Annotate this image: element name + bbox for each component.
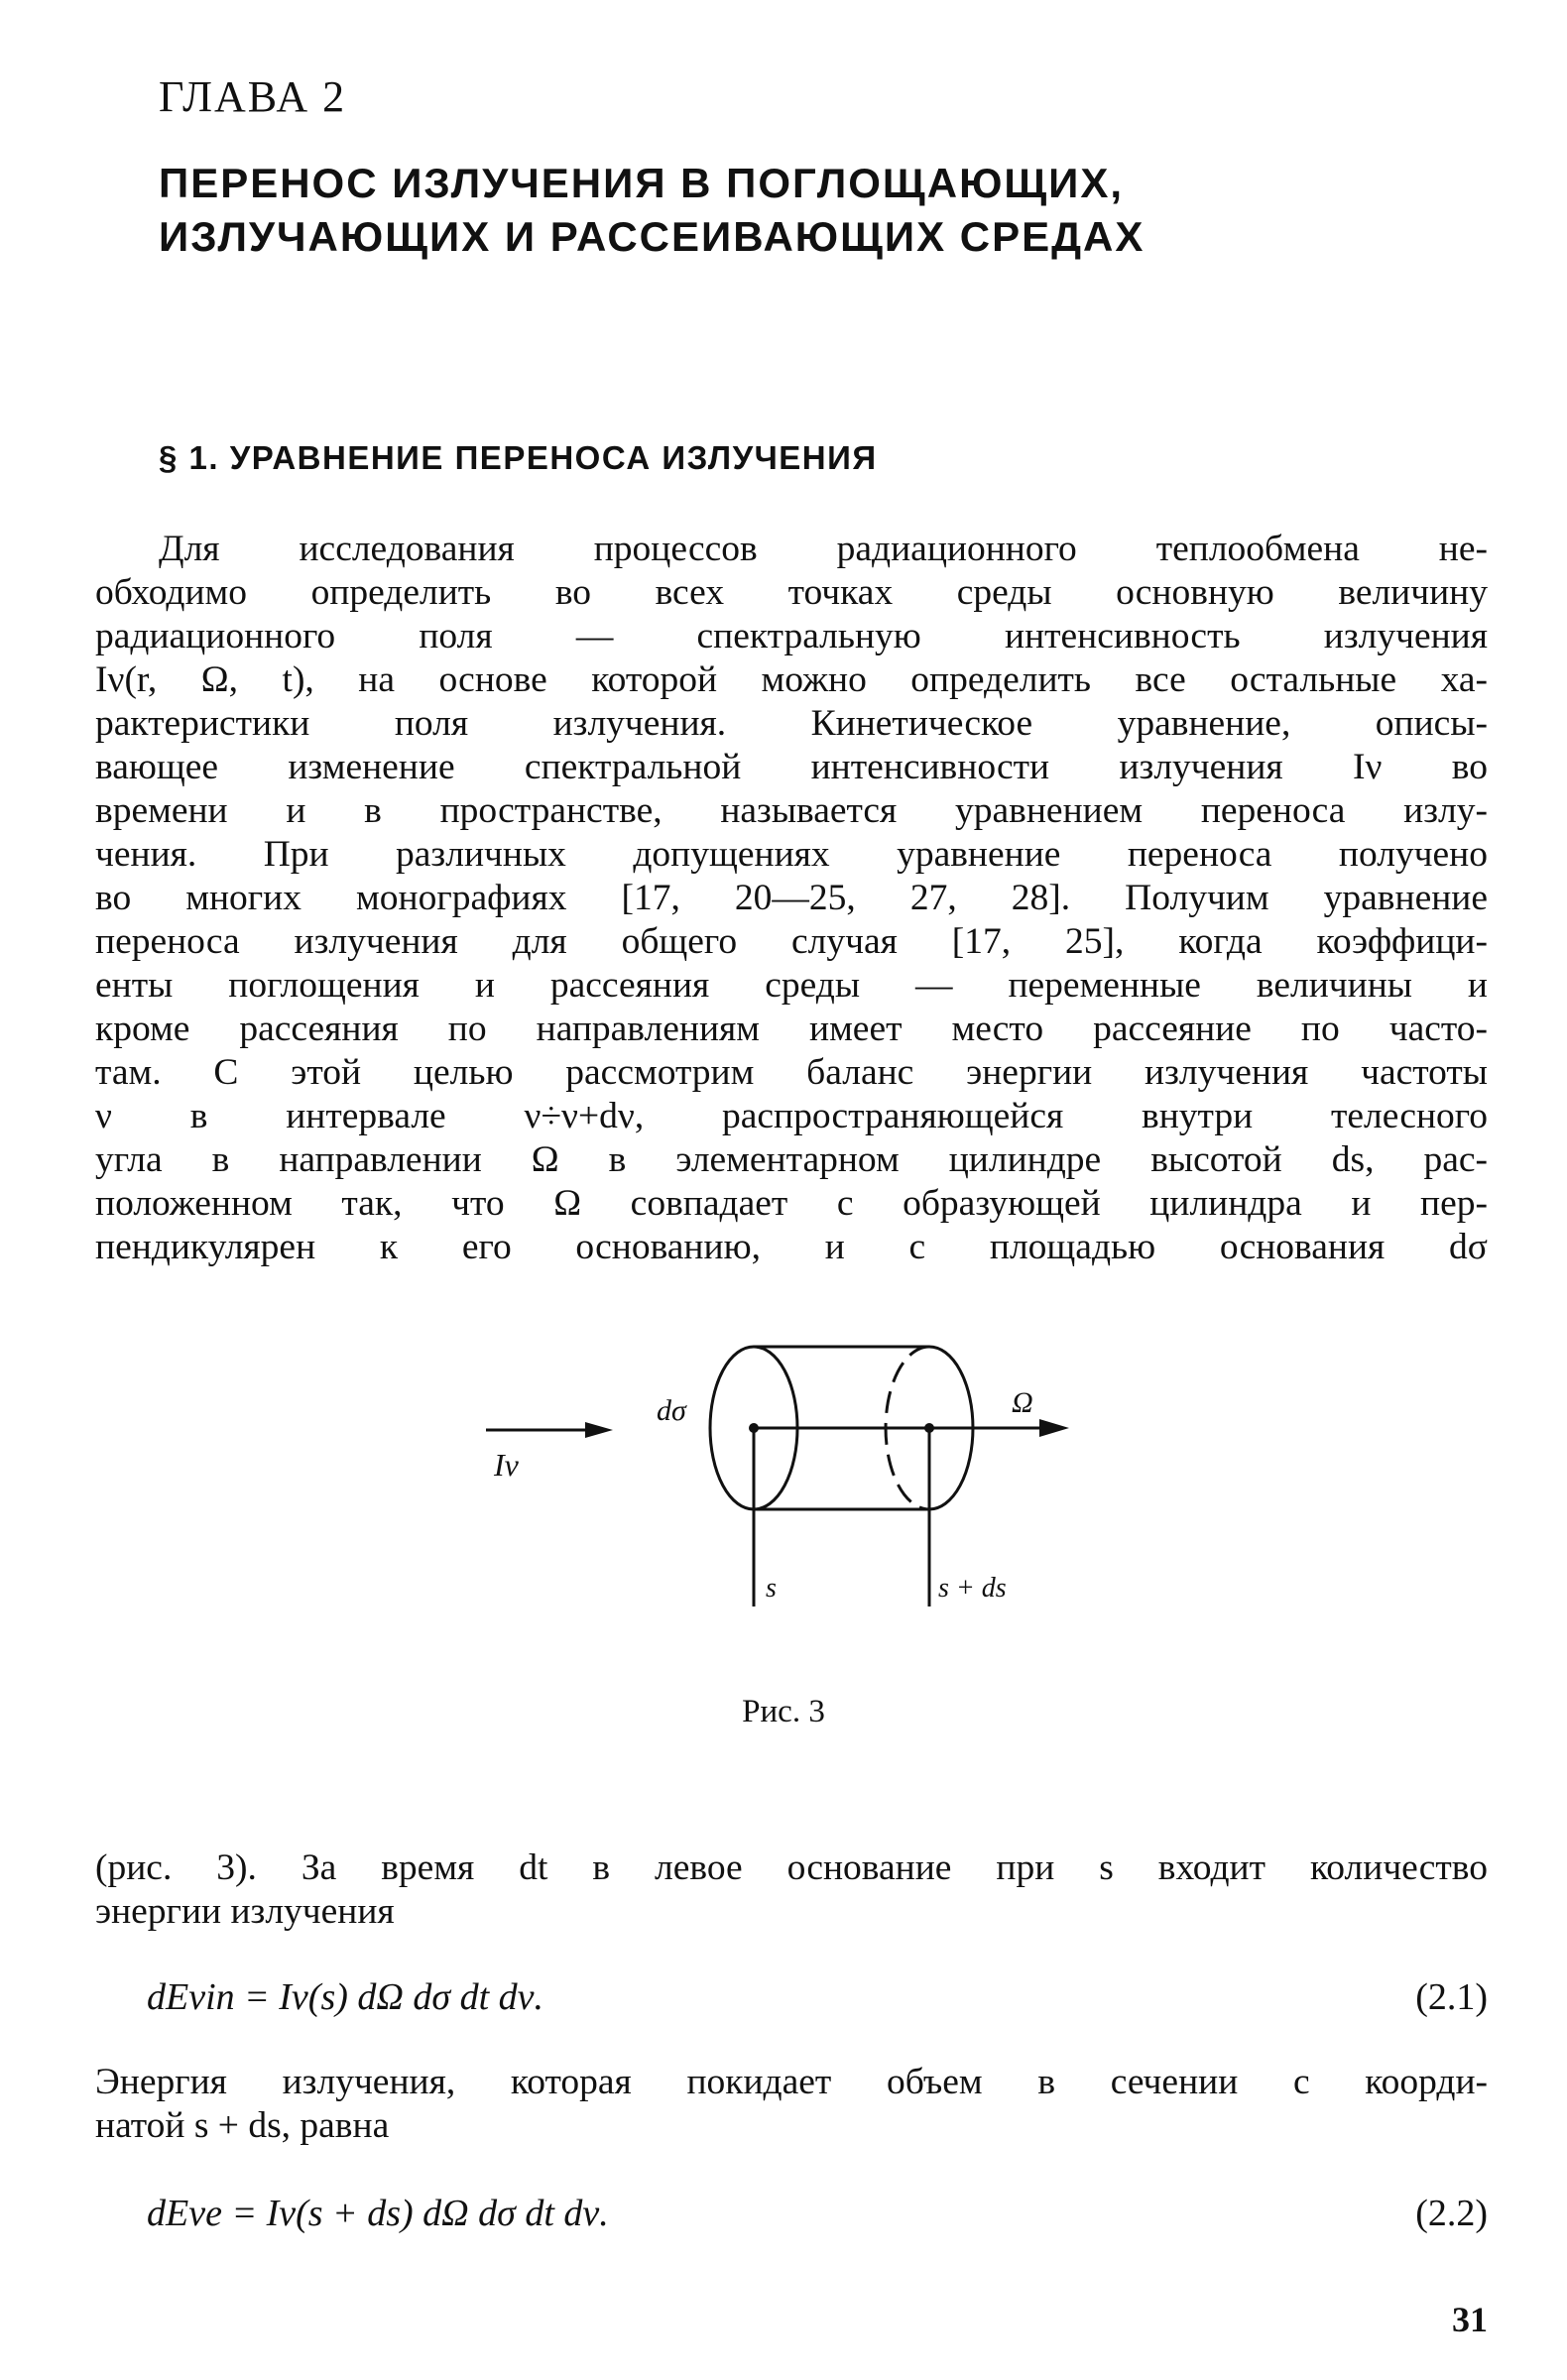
section-heading: § 1. УРАВНЕНИЕ ПЕРЕНОСА ИЗЛУЧЕНИЯ	[159, 439, 878, 476]
page-number: 31	[1452, 2300, 1488, 2339]
omega-arrow-head	[1039, 1419, 1069, 1437]
equation-2-1	[147, 1973, 1488, 2021]
label-s-ds: s + ds	[938, 1573, 1007, 1604]
text-line: радиационного поля — спектральную интенсивность излучения	[95, 616, 1488, 656]
chapter-title-line: ИЗЛУЧАЮЩИХ И РАССЕИВАЮЩИХ СРЕДАХ	[159, 213, 1145, 260]
figure-cylinder-diagram	[456, 1309, 1111, 1646]
text-line: кроме рассеяния по направлениям имеет место рассеяние по часто-	[95, 1009, 1488, 1049]
text-line: чения. При различных допущениях уравнение переноса получено	[95, 834, 1488, 875]
text-line: обходимо определить во всех точках среды основную величину	[95, 572, 1488, 613]
cylinder-diagram	[456, 1309, 1111, 1646]
text-line: ν в интервале ν÷ν+dν, распространяющейся внутри телесного	[95, 1096, 1488, 1136]
label-intensity: Iν	[494, 1447, 519, 1483]
chapter-label: ГЛАВА 2	[159, 72, 347, 121]
text-line: Для исследования процессов радиационного теплообмена не-	[159, 529, 1488, 569]
text-line: во многих монографиях [17, 20—25, 27, 28]. Получим уравнение	[95, 878, 1488, 918]
equation-formula: dEνe = Iν(s + ds) dΩ dσ dt dν.	[147, 2193, 609, 2234]
paragraph-2	[95, 1846, 1488, 1934]
text-line: пендикулярен к его основанию, и с площадью основания dσ	[95, 1227, 1488, 1267]
incoming-arrow-head	[585, 1422, 613, 1438]
text-line: там. С этой целью рассмотрим баланс энергии излучения частоты	[95, 1052, 1488, 1093]
equation-number: (2.1)	[1415, 1976, 1488, 2018]
text-line: угла в направлении Ω в элементарном цилиндре высотой ds, рас-	[95, 1139, 1488, 1180]
text-line: Iν(r, Ω, t), на основе которой можно определить все остальные ха-	[95, 659, 1488, 700]
text-line: (рис. 3). За время dt в левое основание при s входит количество	[95, 1847, 1488, 1888]
text-line: натой s + ds, равна	[95, 2105, 390, 2146]
label-omega: Ω	[1012, 1386, 1033, 1419]
paragraph-3	[95, 2061, 1488, 2148]
equation-2-2	[147, 2190, 1488, 2237]
label-s: s	[766, 1573, 777, 1604]
chapter-title	[159, 157, 1488, 264]
equation-number: (2.2)	[1415, 2193, 1488, 2234]
text-line: энергии излучения	[95, 1891, 395, 1932]
text-line: переноса излучения для общего случая [17, 25], когда коэффици-	[95, 921, 1488, 962]
figure-caption: Рис. 3	[742, 1694, 825, 1729]
chapter-title-line: ПЕРЕНОС ИЗЛУЧЕНИЯ В ПОГЛОЩАЮЩИХ,	[159, 160, 1125, 206]
label-dsigma: dσ	[657, 1394, 686, 1427]
s-ds-point	[924, 1423, 934, 1433]
text-line: времени и в пространстве, называется уравнением переноса излу-	[95, 790, 1488, 831]
s-point	[749, 1423, 759, 1433]
text-line: енты поглощения и рассеяния среды — переменные величины и	[95, 965, 1488, 1006]
equation-formula: dEνin = Iν(s) dΩ dσ dt dν.	[147, 1976, 544, 2018]
paragraph-1	[95, 528, 1488, 1269]
text-line: рактеристики поля излучения. Кинетическое уравнение, описы-	[95, 703, 1488, 744]
text-line: Энергия излучения, которая покидает объем в сечении с коорди-	[95, 2062, 1488, 2102]
text-line: положенном так, что Ω совпадает с образующей цилиндра и пер-	[95, 1183, 1488, 1224]
text-line: вающее изменение спектральной интенсивности излучения Iν во	[95, 747, 1488, 787]
